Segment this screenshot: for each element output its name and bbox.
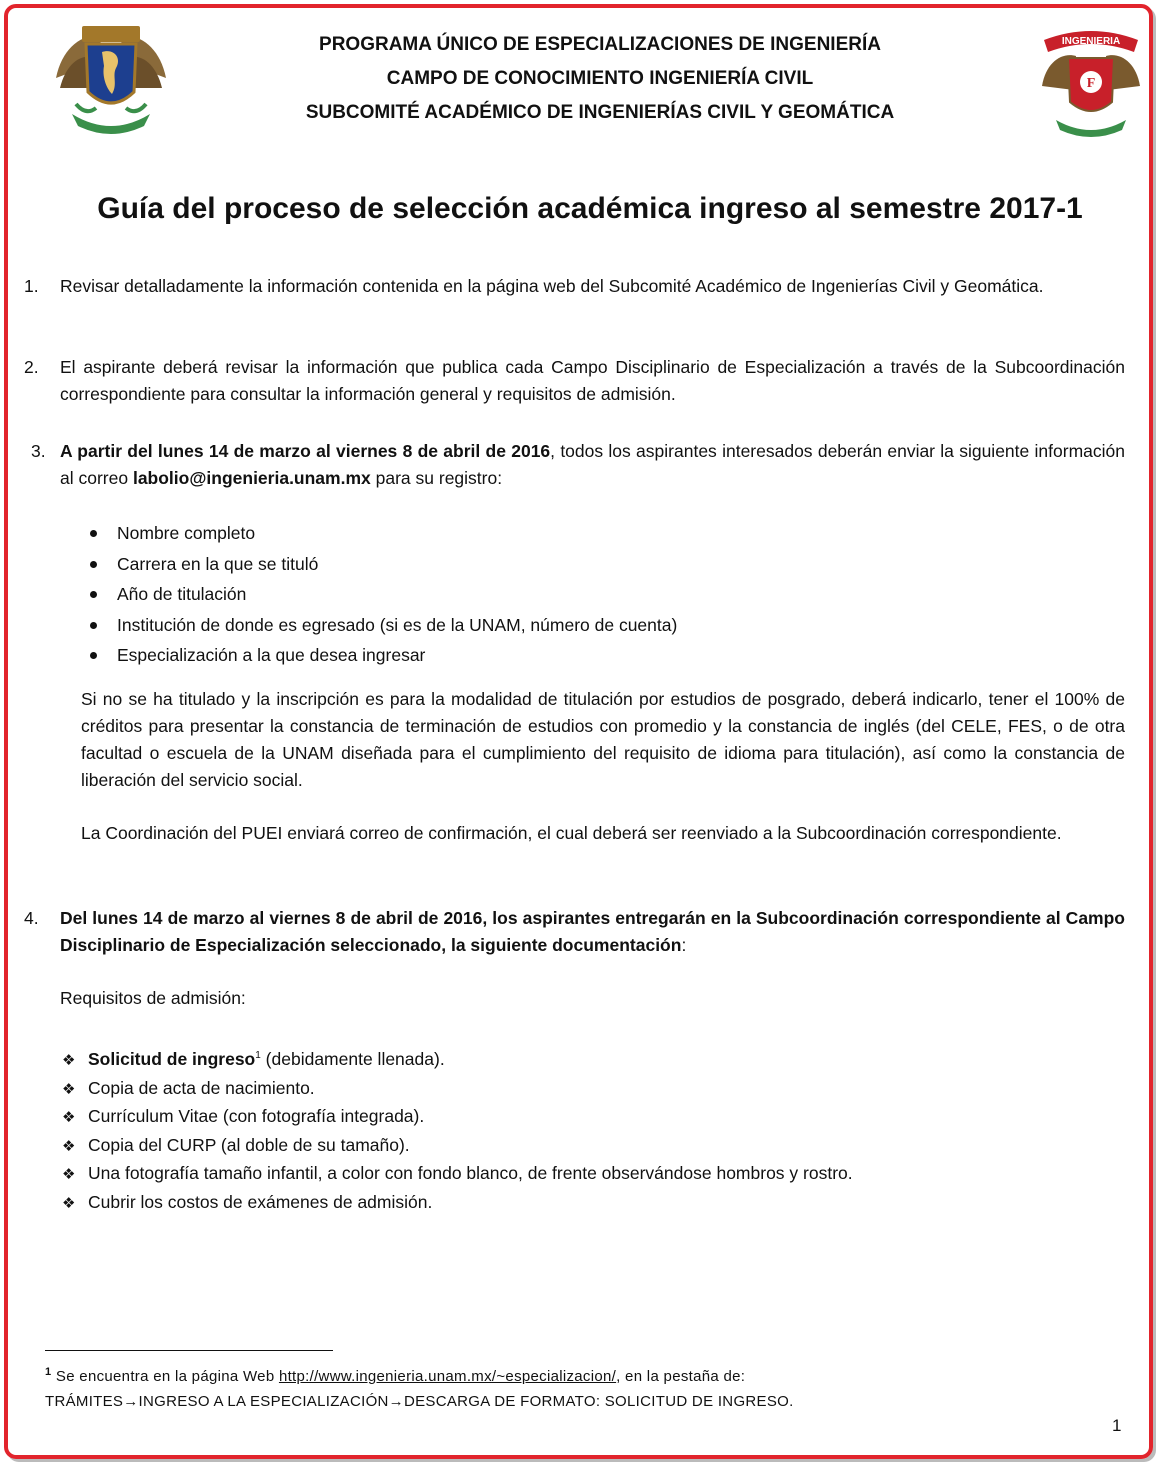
diamond-bullet-icon: ❖: [62, 1166, 76, 1183]
header-line-1: PROGRAMA ÚNICO DE ESPECIALIZACIONES DE INGENIERÍA: [319, 34, 881, 55]
diamond-bullet-icon: ❖: [62, 1137, 76, 1155]
footnote: $^1$ Se encuentra en la página Web http://www.ingenieria.unam.mx/~especializacion/, en la pestaña de: TRÁMITES→INGRESO A LA ESPECIALIZACIÓN→DESCARGA DE FORMATO: SOLICITUD DE INGRESO.: [45, 1364, 794, 1414]
list-item: ❖ Solicitud de ingreso$^1$ (debidamente llenada).: [62, 1045, 853, 1074]
item-3-number: 3.: [31, 441, 46, 461]
diamond-bullet-icon: ❖: [62, 1052, 76, 1069]
titulacion-note: Si no se ha titulado y la inscripción es para la modalidad de titulación por estudios de posgrado, deberá indicarlo, tener el 100% de créditos para presentar la constancia de terminación de estudios con promedio y la constancia de inglés (del CELE, FES, o de otra facultad o escuela de la UNAM diseñada para el cumplimiento del requisito de idioma para titulación), así como la constancia de liberación del servicio social.: [81, 689, 1125, 790]
header-line-3: SUBCOMITÉ ACADÉMICO DE INGENIERÍAS CIVIL Y GEOMÁTICA: [305, 102, 895, 123]
footnote-divider: [45, 1350, 333, 1351]
confirmacion-note: La Coordinación del PUEI enviará correo de confirmación, el cual deberá ser reenviado a la Subcoordinación correspondiente.: [81, 823, 1062, 843]
ingenieria-shield-logo: [1038, 20, 1144, 140]
diamond-bullet-icon: ❖: [62, 1080, 76, 1098]
list-item: Especialización a la que desea ingresar: [90, 640, 677, 671]
header-line-2: CAMPO DE CONOCIMIENTO INGENIERÍA CIVIL: [386, 68, 814, 89]
list-item: Carrera en la que se tituló: [90, 549, 677, 580]
list-item: Nombre completo: [90, 518, 677, 549]
requisitos-label: Requisitos de admisión:: [60, 988, 246, 1008]
list-item: ❖ Cubrir los costos de exámenes de admisión.: [62, 1188, 853, 1217]
list-item: ❖ Copia del CURP (al doble de su tamaño).: [62, 1131, 853, 1160]
diamond-bullet-icon: ❖: [62, 1194, 76, 1212]
item-4-number: 4.: [24, 908, 39, 928]
item-4-text: Del lunes 14 de marzo al viernes 8 de abril de 2016, los aspirantes entregarán en la Subcoordinación correspondiente al Campo Disciplinario de Especialización seleccionado, la siguiente documentación:: [60, 908, 1125, 955]
unam-shield-logo: [52, 18, 170, 138]
document-header: [190, 28, 1010, 130]
item-4-lead: Del lunes 14 de marzo al viernes 8 de abril de 2016, los aspirantes entregarán en la Subcoordinación correspondiente al Campo Disciplinario de Especialización seleccionado, la siguiente documentación: [60, 908, 1125, 955]
list-item: Año de titulación: [90, 579, 677, 610]
registration-email: labolio@ingenieria.unam.mx: [132, 468, 371, 488]
admission-requirements-list: [62, 1045, 853, 1216]
item-2-text: El aspirante deberá revisar la información que publica cada Campo Disciplinario de Especialización a través de la Subcoordinación correspondiente para consultar la información general y requisitos de admisión.: [60, 357, 1125, 404]
document-title: Guía del proceso de selección académica ingreso al semestre 2017-1: [97, 192, 1083, 225]
svg-text:F: F: [1086, 76, 1096, 91]
item-2-number: 2.: [24, 357, 39, 377]
solicitud-label: Solicitud de ingreso: [88, 1049, 256, 1069]
item-3-date-range: A partir del lunes 14 de marzo al viernes 8 de abril de 2016: [60, 441, 551, 461]
list-item: ❖ Copia de acta de nacimiento.: [62, 1074, 853, 1103]
especializacion-link[interactable]: http://www.ingenieria.unam.mx/~especializacion/: [278, 1368, 617, 1385]
registration-info-list: [90, 518, 677, 671]
item-1-number: 1.: [24, 276, 39, 296]
list-item: ❖ Currículum Vitae (con fotografía integrada).: [62, 1102, 853, 1131]
item-3-text: A partir del lunes 14 de marzo al viernes 8 de abril de 2016, todos los aspirantes interesados deberán enviar la siguiente información al correo labolio@ingenieria.unam.mx para su registro:: [60, 441, 1125, 488]
ingenieria-logo-text: INGENIERIA: [1061, 36, 1121, 47]
diamond-bullet-icon: ❖: [62, 1109, 76, 1126]
footnote-ref: 1: [255, 1050, 261, 1062]
footnote-marker: 1: [45, 1366, 52, 1378]
page-number: 1: [1112, 1416, 1122, 1435]
footnote-path: TRÁMITES→INGRESO A LA ESPECIALIZACIÓN→DESCARGA DE FORMATO: SOLICITUD DE INGRESO.: [45, 1393, 794, 1410]
item-1-text: Revisar detalladamente la información contenida en la página web del Subcomité Académico de Ingenierías Civil y Geomática.: [60, 276, 1044, 296]
list-item: ❖ Una fotografía tamaño infantil, a color con fondo blanco, de frente observándose hombros y rostro.: [62, 1159, 853, 1188]
list-item: Institución de donde es egresado (si es de la UNAM, número de cuenta): [90, 610, 677, 641]
